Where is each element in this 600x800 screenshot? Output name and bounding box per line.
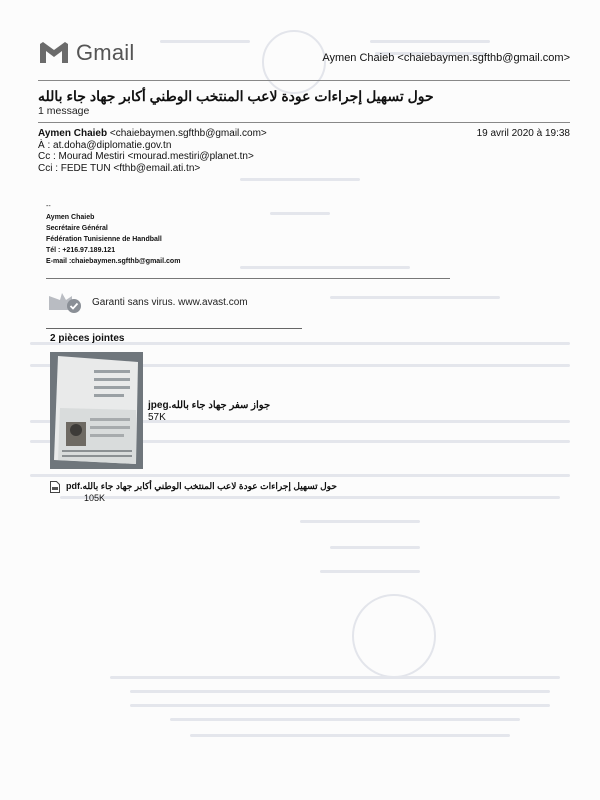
avast-shield-icon (48, 290, 82, 314)
signature-divider (46, 278, 450, 279)
header-divider (38, 80, 570, 81)
signature-org: Fédération Tunisienne de Handball (46, 236, 162, 243)
attachment-2-name[interactable]: حول تسهيل إجراءات عودة لاعب المنتخب الوطني أكابر جهاد جاء بالله.pdf (66, 481, 337, 491)
email-subject: حول تسهيل إجراءات عودة لاعب المنتخب الوطني أكابر جهاد جاء بالله (38, 88, 434, 104)
signature-tel: Tél : +216.97.189.121 (46, 247, 116, 254)
email-date: 19 avril 2020 à 19:38 (476, 128, 570, 139)
attachments-heading: 2 pièces jointes (50, 333, 125, 344)
gmail-logo (38, 40, 134, 66)
gmail-header (38, 40, 570, 76)
attachment-1-name[interactable]: جواز سفر جهاد جاء بالله.jpeg (148, 400, 271, 411)
sender-name: Aymen Chaieb (38, 128, 108, 139)
message-count: 1 message (38, 105, 90, 117)
attachment-thumbnail[interactable] (50, 352, 143, 469)
signature-block (46, 201, 180, 267)
pdf-file-icon (50, 481, 60, 493)
from-line (38, 128, 267, 140)
sender-address: <chaiebaymen.sgfthb@gmail.com> (109, 128, 267, 139)
attachment-2[interactable] (50, 480, 337, 504)
attachment-1[interactable] (148, 400, 270, 424)
to-line: À : at.doha@diplomatie.gov.tn (38, 139, 172, 151)
attachment-2-size: 105K (84, 493, 106, 503)
attachment-1-size: 57K (148, 412, 166, 423)
antivirus-banner (48, 290, 248, 314)
signature-title: Secrétaire Général (46, 225, 108, 232)
gmail-brand: Gmail (76, 40, 135, 65)
signature-email: E-mail :chaiebaymen.sgfthb@gmail.com (46, 258, 181, 265)
email-headers (38, 128, 267, 174)
account-identity: Aymen Chaieb <chaiebaymen.sgfthb@gmail.com> (322, 52, 570, 64)
antivirus-text: Garanti sans virus. www.avast.com (92, 296, 248, 308)
bcc-line: Cci : FEDE TUN <fthb@email.ati.tn> (38, 162, 201, 174)
gmail-logo-icon (38, 41, 70, 65)
signature-dashes: -- (46, 203, 51, 210)
cc-line: Cc : Mourad Mestiri <mourad.mestiri@planet.tn> (38, 151, 254, 162)
attachments-divider (46, 328, 302, 329)
subject-divider (38, 122, 570, 123)
signature-name: Aymen Chaieb (46, 214, 95, 221)
passport-photo-icon (50, 352, 143, 469)
